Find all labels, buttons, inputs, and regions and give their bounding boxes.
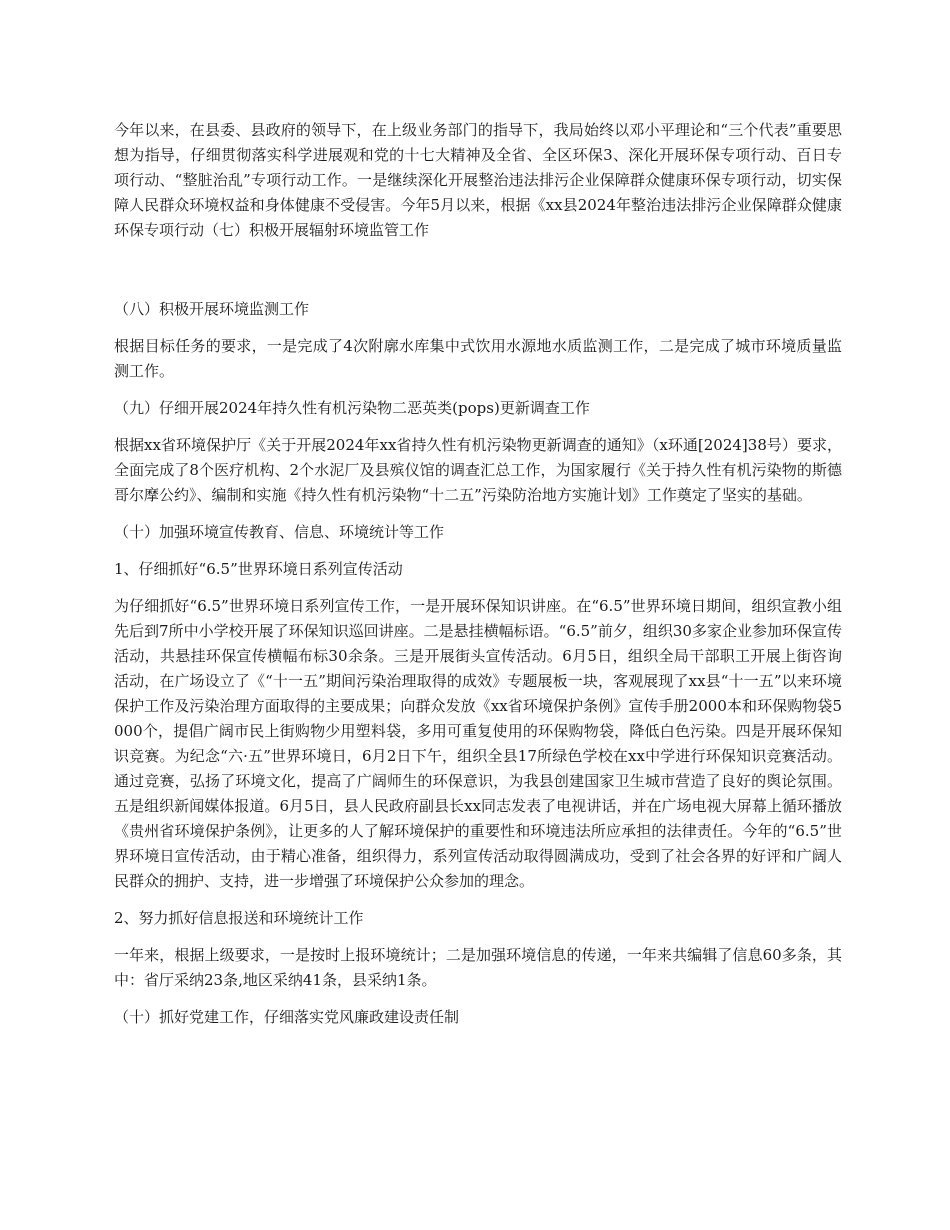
subsection-paragraph-10-2: 一年来，根据上级要求，一是按时上报环境统计；二是加强环境信息的传递，一年来共编辑了信息60多条，其中：省厅采纳23条,地区采纳41条，县采纳1条。 [114, 946, 842, 989]
section-heading-9: （九）仔细开展2024年持久性有机污染物二恶英类(pops)更新调查工作 [114, 399, 590, 417]
section-paragraph-8: 根据目标任务的要求，一是完成了4次附廓水库集中式饮用水源地水质监测工作，二是完成了城市环境质量监测工作。 [114, 337, 842, 380]
section-paragraph-9: 根据xx省环境保护厅《关于开展2024年xx省持久性有机污染物更新调查的通知》（x环通[2024]38号）要求，全面完成了8个医疗机构、2个水泥厂及县殡仪馆的调查汇总工作，为国家履行《关于持久性有机污染物的斯德哥尔摩公约》、编制和实施《持久性有机污染物“十二五”污染防治地方实施计划》工作奠定了坚实的基础。 [114, 436, 842, 504]
subsection-paragraph-10-1: 为仔细抓好“6.5”世界环境日系列宣传工作，一是开展环保知识讲座。在“6.5”世界环境日期间，组织宣教小组先后到7所中小学校开展了环保知识巡回讲座。二是悬挂横幅标语。“6.5”前夕，组织30多家企业参加环保宣传活动，共悬挂环保宣传横幅布标30余条。三是开展街头宣传活动。6月5日，组织全局干部职工开展上街咨询活动，在广场设立了《“十一五”期间污染治理取得的成效》专题展板一块，客观展现了xx县“十一五”以来环境保护工作及污染治理方面取得的主要成果；向群众发放《xx省环境保护条例》宣传手册2000本和环保购物袋5000个，提倡广阔市民上街购物少用塑料袋，多用可重复使用的环保购物袋，降低白色污染。四是开展环保知识竞赛。为纪念“六·五”世界环境日，6月2日下午，组织全县17所绿色学校在xx中学进行环保知识竞赛活动。通过竞赛，弘扬了环境文化，提高了广阔师生的环保意识，为我县创建国家卫生城市营造了良好的舆论氛围。五是组织新闻媒体报道。6月5日，县人民政府副县长xx同志发表了电视讲话，并在广场电视大屏幕上循环播放《贵州省环境保护条例》，让更多的人了解环境保护的重要性和环境违法所应承担的法律责任。今年的“6.5”世界环境日宣传活动，由于精心准备，组织得力，系列宣传活动取得圆满成功，受到了社会各界的好评和广阔人民群众的拥护、支持，进一步增强了环境保护公众参加的理念。 [114, 597, 842, 890]
document-body [114, 118, 842, 1042]
subsection-heading-10-2: 2、努力抓好信息报送和环境统计工作 [114, 909, 364, 927]
section-spacer [114, 255, 842, 297]
section-heading-8: （八）积极开展环境监测工作 [114, 300, 310, 318]
subsection-heading-10-1: 1、仔细抓好“6.5”世界环境日系列宣传活动 [114, 560, 403, 578]
section-heading-10: （十）加强环境宣传教育、信息、环境统计等工作 [114, 523, 445, 541]
intro-paragraph: 今年以来，在县委、县政府的领导下，在上级业务部门的指导下，我局始终以邓小平理论和“三个代表”重要思想为指导，仔细贯彻落实科学进展观和党的十七大精神及全省、全区环保3、深化开展环保专项行动、百日专项行动、“整脏治乱”专项行动工作。一是继续深化开展整治违法排污企业保障群众健康环保专项行动，切实保障人民群众环境权益和身体健康不受侵害。今年5月以来，根据《xx县2024年整治违法排污企业保障群众健康环保专项行动（七）积极开展辐射环境监管工作 [114, 121, 842, 239]
section-heading-10b: （十）抓好党建工作，仔细落实党风廉政建设责任制 [114, 1008, 460, 1026]
